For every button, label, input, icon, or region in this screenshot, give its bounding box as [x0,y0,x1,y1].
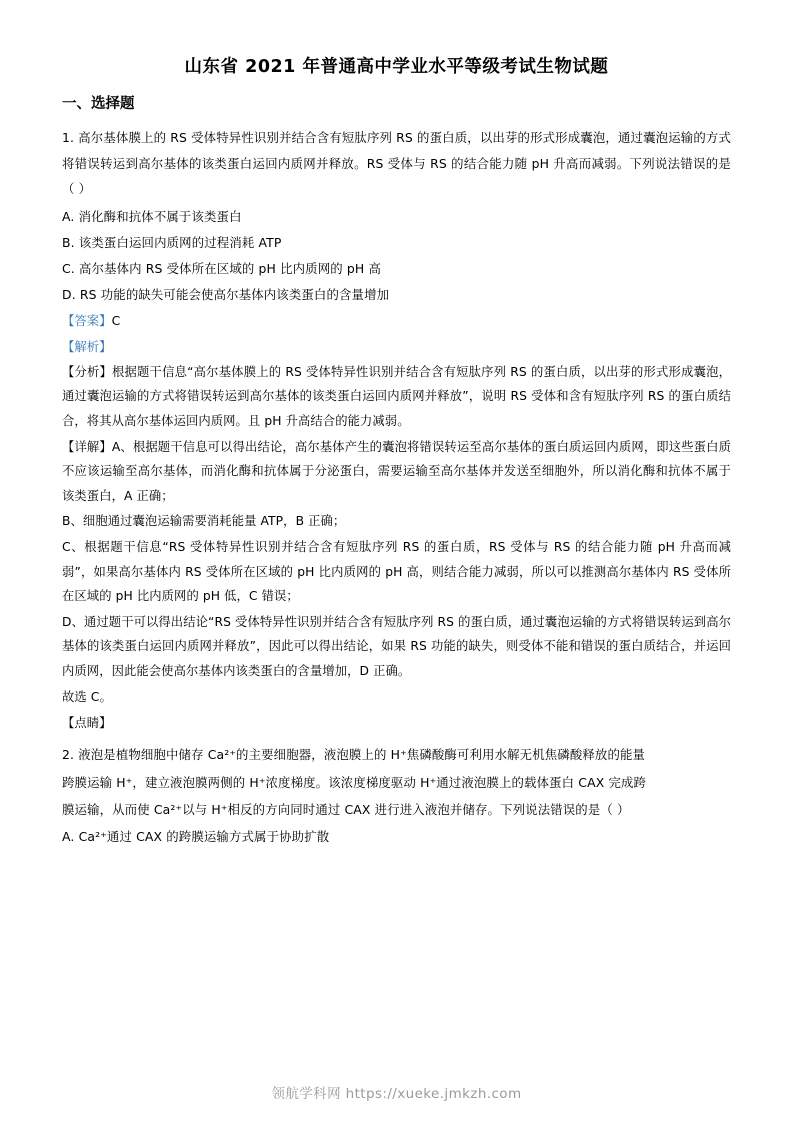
page-title: 山东省 2021 年普通高中学业水平等级考试生物试题 [184,57,609,77]
question-1-option-a: A. 消化酶和抗体不属于该类蛋白 [62,208,242,224]
question-1-option-b: B. 该类蛋白运回内质网的过程消耗 ATP [62,234,282,250]
question-1-stem: 1. 高尔基体膜上的 RS 受体特异性识别并结合含有短肽序列 RS 的蛋白质，以出芽的形式形成囊泡，通过囊泡运输的方式将错误转运到高尔基体的该类蛋白运回内质网并释放。RS 受体与 RS 的结合能力随 pH 升高而减弱。下列说法错误的是（ ） [62,130,731,197]
question-2-stem-line-2: 跨膜运输 H⁺，建立液泡膜两侧的 H⁺浓度梯度。该浓度梯度驱动 H⁺通过液泡膜上的载体蛋白 CAX 完成跨 [62,774,647,790]
question-1-answer [62,308,731,334]
question-1-option-c: C. 高尔基体内 RS 受体所在区域的 pH 比内质网的 pH 高 [62,260,381,276]
question-2-stem-line-3: 膜运输，从而使 Ca²⁺以与 H⁺相反的方向同时通过 CAX 进行进入液泡并储存。下列说法错误的是（ ） [62,802,630,817]
answer-label: 【答案】 [62,312,112,328]
question-1-analysis-3: B、细胞通过囊泡运输需要消耗能量 ATP，B 正确； [62,514,346,529]
question-2-stem-line-1: 2. 液泡是植物细胞中储存 Ca²⁺的主要细胞器，液泡膜上的 H⁺焦磷酸酶可利用水解无机焦磷酸释放的能量 [62,747,646,763]
question-2-option-a: A. Ca²⁺通过 CAX 的跨膜运输方式属于协助扩散 [62,829,330,845]
section-heading: 一、选择题 [62,95,135,112]
question-1-analysis-5: D、通过题干可以得出结论“RS 受体特异性识别并结合含有短肽序列 RS 的蛋白质，通过囊泡运输的方式将错误转运到高尔基体的该类蛋白运回内质网并释放”，因此可以得出结论，如果 RS 功能的缺失，则受体不能和错误的蛋白质结合，并运回内质网，因此能会使高尔基体内该类蛋白的含量增加，D 正确。 [62,614,731,678]
question-1-point-label: 【点睛】 [62,715,112,731]
answer-value: C [111,312,121,328]
question-1-option-d: D. RS 功能的缺失可能会使高尔基体内该类蛋白的含量增加 [62,286,390,302]
question-1-analysis-2: 【详解】A、根据题干信息可以得出结论，高尔基体产生的囊泡将错误转运至高尔基体的蛋白质运回内质网，即这些蛋白质不应该运输至高尔基体，而消化酶和抗体属于分泌蛋白，需要运输至高尔基体并发送至细胞外，所以消化酶和抗体不属于该类蛋白，A 正确； [62,439,731,503]
question-1-analysis-6: 故选 C。 [62,689,112,704]
footer-watermark: 领航学科网 https://xueke.jmkzh.com [271,1086,522,1102]
question-1-analysis-4: C、根据题干信息“RS 受体特异性识别并结合含有短肽序列 RS 的蛋白质，RS 受体与 RS 的结合能力随 pH 升高而减弱”，如果高尔基体内 RS 受体所在区域的 pH 比内质网的 pH 高，则结合能力减弱，所以可以推测高尔基体内 RS 受体所在区域的 pH 比内质网的 pH 低，C 错误； [62,539,731,604]
question-1-explain-label: 【解析】 [62,338,112,354]
question-1-analysis-1: 【分析】根据题干信息“高尔基体膜上的 RS 受体特异性识别并结合含有短肽序列 RS 的蛋白质，以出芽的形式形成囊泡，通过囊泡运输的方式将错误转运到高尔基体的该类蛋白运回内质网并释放”，说明 RS 受体和含有短肽序列 RS 的蛋白质结合，将其从高尔基体运回内质网。且 pH 升高结合的能力减弱。 [62,364,731,428]
